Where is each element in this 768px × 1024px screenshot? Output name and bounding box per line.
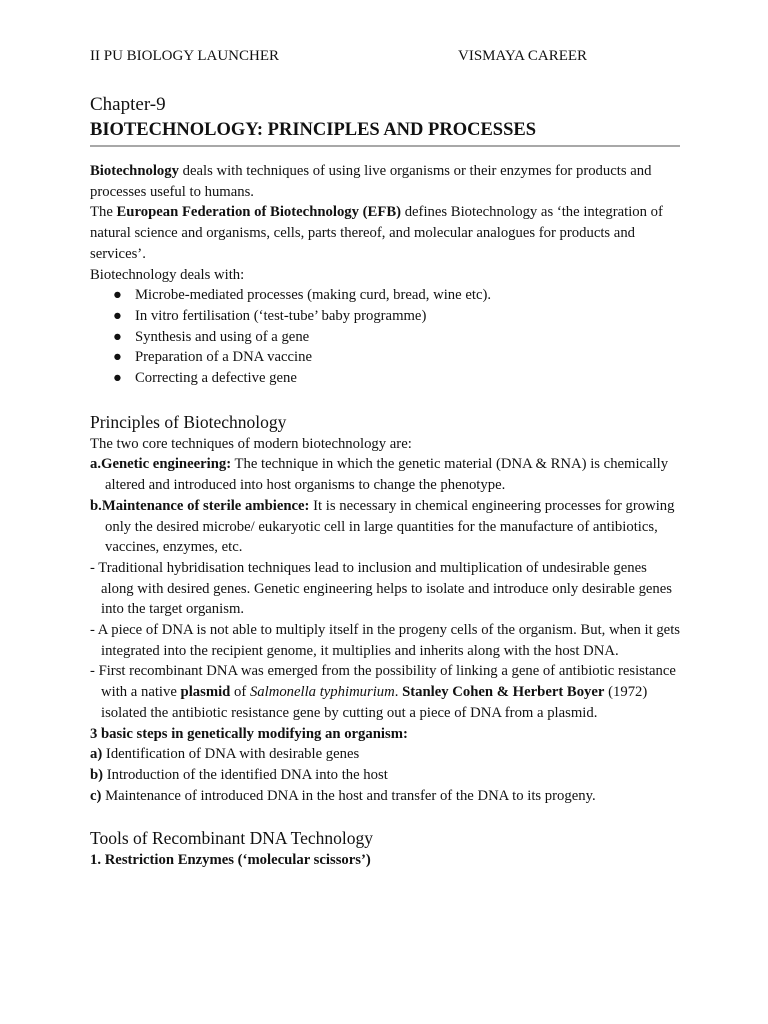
intro-paragraph-1-text: deals with techniques of using live organisms or their enzymes for products and processes useful to humans. xyxy=(90,163,652,200)
steps-heading xyxy=(90,724,680,745)
note-dna-multiply: - A piece of DNA is not able to multiply itself in the progeny cells of the organism. But, when it gets integrated into the recipient genome, it multiplies and inherits along with the host DNA. xyxy=(90,622,680,659)
list-item xyxy=(113,285,680,306)
note-3-pre: - First recombinant DNA was emerged from the possibility of linking a gene of antibiotic resistance with a native xyxy=(90,663,676,701)
list-item xyxy=(113,327,680,348)
step-label: a) xyxy=(90,746,103,763)
steps-heading-text: 3 basic steps in genetically modifying an organism: xyxy=(90,725,408,742)
term-plasmid: plasmid xyxy=(180,684,231,701)
step-text: Introduction of the identified DNA into the host xyxy=(103,766,388,783)
term-biotechnology: Biotechnology xyxy=(90,163,179,179)
page-title: BIOTECHNOLOGY: PRINCIPLES AND PROCESSES xyxy=(90,118,680,147)
principles-lead: The two core techniques of modern biotechnology are: xyxy=(90,435,412,452)
list-item-text: Correcting a defective gene xyxy=(135,370,297,387)
tools-subheading xyxy=(90,850,680,871)
note-hybridisation: - Traditional hybridisation techniques lead to inclusion and multiplication of undesirable genes along with desired genes. Genetic engineering helps to isolate and introduce only desirable genes into the target organism. xyxy=(90,559,673,618)
step-item xyxy=(90,765,680,786)
list-item xyxy=(113,306,680,327)
list-item xyxy=(113,368,680,389)
bullet-icon: ● xyxy=(113,349,122,366)
step-item xyxy=(90,786,680,807)
chapter-label: Chapter-9 xyxy=(90,94,166,115)
page-header xyxy=(90,44,680,86)
step-item xyxy=(90,744,680,765)
technique-genetic-engineering xyxy=(90,454,680,495)
bullet-icon: ● xyxy=(113,370,122,387)
step-label: b) xyxy=(90,766,104,783)
note-3-rest: (1972) isolated the antibiotic resistance gene by cutting out a piece of DNA from a plasmid. xyxy=(101,684,648,721)
list-item-text: Microbe-mediated processes (making curd, bread, wine etc). xyxy=(135,287,492,304)
list-item-text: Synthesis and using of a gene xyxy=(135,328,310,345)
intro-paragraph-2-pre: The xyxy=(90,204,117,221)
header-left: II PU BIOLOGY LAUNCHER xyxy=(90,48,280,64)
bullet-icon: ● xyxy=(113,328,122,345)
list-item xyxy=(113,347,680,368)
intro-paragraph-2-text: defines Biotechnology as ‘the integration of natural science and organisms, cells, parts thereof, and molecular analogues for products and services’. xyxy=(90,204,663,262)
term-sterile-ambience: b.Maintenance of sterile ambience: xyxy=(90,497,310,514)
technique-a-text: The technique in which the genetic material (DNA & RNA) is chemically altered and introduced into host organisms to change the phenotype. xyxy=(105,456,669,494)
term-species: Salmonella typhimurium xyxy=(249,684,395,701)
note-first-recombinant xyxy=(90,661,680,723)
header-right: VISMAYA CAREER xyxy=(458,48,588,64)
intro-paragraph-2 xyxy=(90,202,680,264)
tools-heading: Tools of Recombinant DNA Technology xyxy=(90,828,374,849)
tools-subheading-text: 1. Restriction Enzymes (‘molecular scissors’) xyxy=(90,852,371,869)
term-genetic-engineering: a.Genetic engineering: xyxy=(90,456,232,473)
bullet-icon: ● xyxy=(113,287,122,304)
note-3-of: of xyxy=(230,684,250,701)
list-item-text: In vitro fertilisation (‘test-tube’ baby programme) xyxy=(135,307,427,324)
note-3-dot: . xyxy=(394,684,403,701)
principles-heading: Principles of Biotechnology xyxy=(90,411,287,432)
intro-paragraph-1 xyxy=(90,161,680,202)
step-label: c) xyxy=(90,787,102,804)
term-efb: European Federation of Biotechnology (EFB) xyxy=(116,204,402,221)
document-page xyxy=(90,44,680,871)
term-cohen-boyer: Stanley Cohen & Herbert Boyer xyxy=(402,684,605,701)
bullet-icon: ● xyxy=(113,307,122,324)
document-body xyxy=(90,161,680,871)
step-text: Identification of DNA with desirable genes xyxy=(102,746,360,763)
step-text: Maintenance of introduced DNA in the host and transfer of the DNA to its progeny. xyxy=(101,787,596,804)
technique-sterile-ambience xyxy=(90,496,680,558)
deals-with-list xyxy=(90,285,680,389)
deals-with-lead: Biotechnology deals with: xyxy=(90,266,245,283)
technique-b-text: It is necessary in chemical engineering processes for growing only the desired microbe/ eukaryotic cell in large quantities for the manufacture of antibiotics, vaccines, enzymes, etc. xyxy=(105,497,675,556)
list-item-text: Preparation of a DNA vaccine xyxy=(135,349,312,366)
